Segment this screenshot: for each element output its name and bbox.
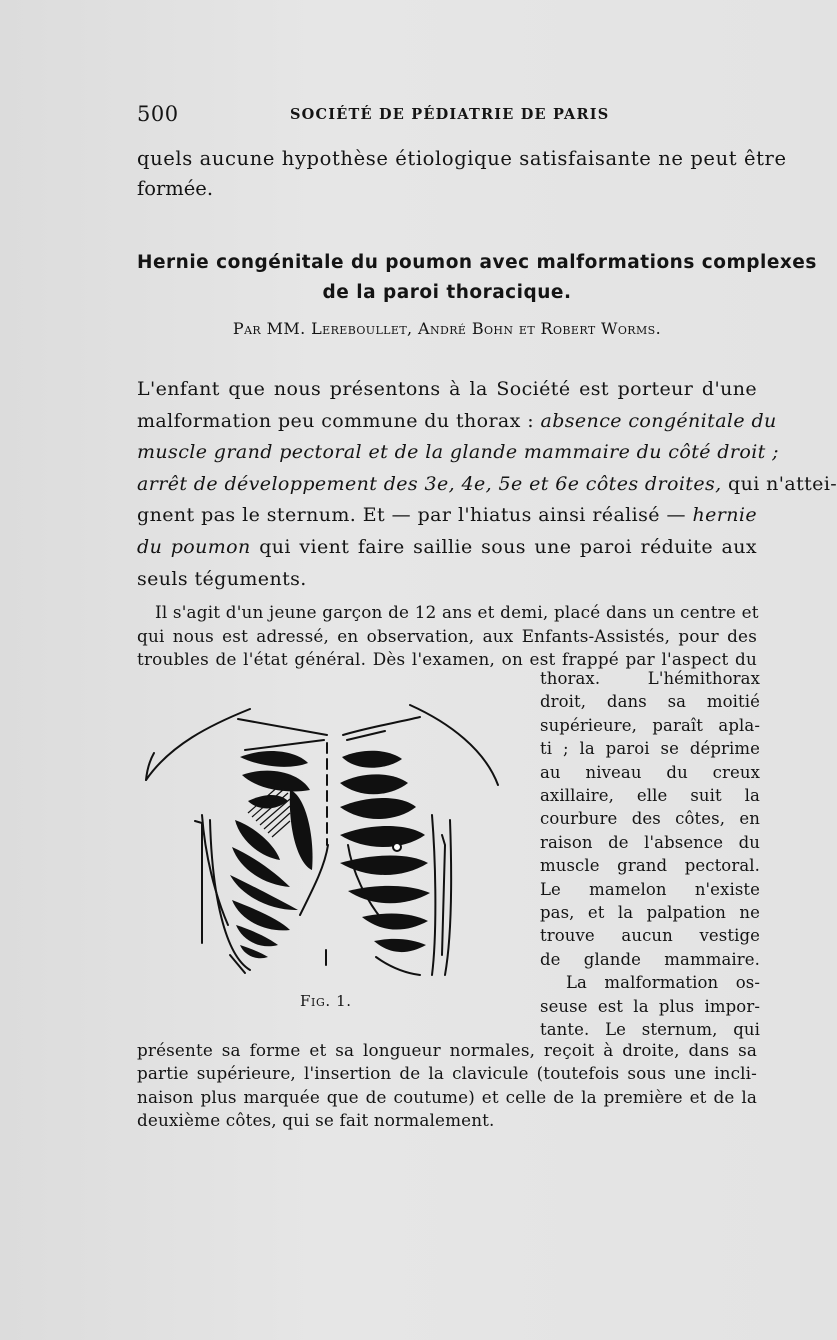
article-authors: Par MM. Lereboullet, André Bohn et Robert Worms. (232, 319, 662, 338)
text-line: La malformation os- (566, 973, 760, 993)
text-line (137, 437, 779, 469)
text-line: naison plus marquée que de coutume) et celle de la première et de la (137, 1086, 757, 1107)
text-line: formée. (137, 177, 214, 200)
text-run: qui vient faire saillie sous une paroi réduite aux (250, 535, 757, 558)
body-paragraph-continued (137, 1039, 757, 1133)
text-line: axillaire, elle suit la (540, 786, 760, 806)
italic-run: arrêt de développement des 3e, 4e, 5e et 6e côtes droites, (137, 472, 722, 495)
text-line: au niveau du creux (540, 762, 760, 782)
text-line: seuse est la plus impor- (540, 996, 760, 1016)
intro-paragraph (137, 144, 787, 204)
page-header (137, 102, 757, 128)
italic-run: muscle grand pectoral et de la glande mammaire du côté droit ; (137, 441, 779, 464)
text-line: pas, et la palpation ne (540, 903, 760, 923)
text-line (137, 500, 757, 532)
body-paragraph-start (137, 601, 757, 672)
text-line: seuls téguments. (137, 567, 307, 590)
text-line: trouve aucun vestige (540, 926, 760, 946)
title-line-2: de la paroi thoracique. (322, 282, 572, 303)
text-run: qui n'attei- (721, 472, 837, 495)
text-line: de glande mammaire. (540, 949, 760, 969)
text-line (137, 532, 757, 564)
thorax-figure (140, 695, 520, 985)
text-line: supérieure, paraît apla- (540, 715, 760, 735)
italic-run: absence congénitale du (540, 409, 777, 432)
text-line: tante. Le sternum, qui (540, 1020, 760, 1040)
running-head: SOCIÉTÉ DE PÉDIATRIE DE PARIS (290, 106, 610, 123)
text-line: droit, dans sa moitié (540, 692, 760, 712)
thorax-illustration (140, 695, 520, 985)
text-line: deuxième côtes, qui se fait normalement. (137, 1110, 495, 1131)
text-line: partie supérieure, l'insertion de la clavicule (toutefois sous une incli- (137, 1063, 757, 1084)
text-line (137, 469, 837, 501)
text-run: malformation peu commune du thorax : (137, 409, 541, 432)
text-run: gnent pas le sternum. Et — par l'hiatus ainsi réalisé — (137, 504, 693, 527)
article-title (137, 248, 817, 308)
page-number: 500 (137, 102, 179, 126)
text-line (137, 406, 777, 438)
lead-paragraph (137, 374, 837, 595)
italic-run: hernie (692, 504, 757, 527)
wrapped-text-column (540, 667, 760, 1042)
text-line: courbure des côtes, en (540, 809, 760, 829)
text-line: L'enfant que nous présentons à la Société est porteur d'une (137, 378, 757, 400)
text-line: thorax. L'hémithorax (540, 669, 760, 688)
text-line: Le mamelon n'existe (540, 879, 760, 899)
text-line: muscle grand pectoral. (540, 856, 760, 876)
figure-caption: Fig. 1. (300, 992, 352, 1010)
text-line: quels aucune hypothèse étiologique satisfaisante ne peut être (137, 147, 787, 170)
italic-run: du poumon (137, 535, 251, 558)
text-line: Il s'agit d'un jeune garçon de 12 ans et demi, placé dans un centre et (155, 602, 759, 622)
text-line: troubles de l'état général. Dès l'examen, on est frappé par l'aspect du (137, 649, 757, 669)
text-line: ti ; la paroi se déprime (540, 739, 760, 759)
text-line: qui nous est adressé, en observation, aux Enfants-Assistés, pour des (137, 625, 757, 646)
text-line: présente sa forme et sa longueur normales, reçoit à droite, dans sa (137, 1040, 757, 1060)
text-line: raison de l'absence du (540, 832, 760, 852)
title-line-1: Hernie congénitale du poumon avec malformations complexes (137, 252, 817, 273)
